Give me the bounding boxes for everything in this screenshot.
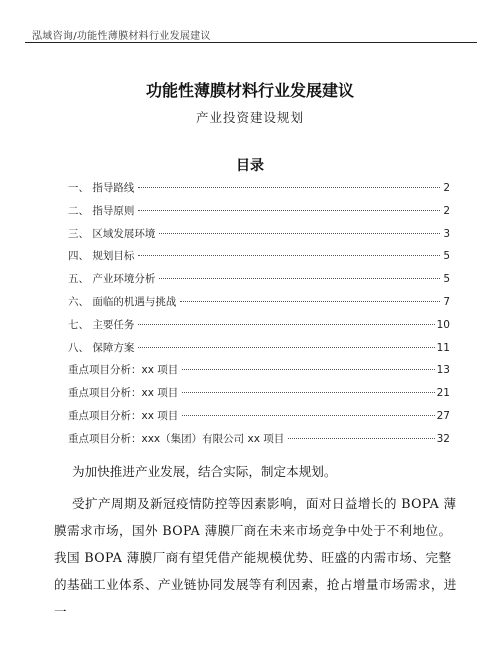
toc-leader-dots xyxy=(138,255,440,256)
toc-entry-label: 重点项目分析：xx 项目 xyxy=(68,387,179,400)
body-paragraph: 为加快推进产业发展，结合实际，制定本规划。 xyxy=(72,464,337,479)
toc-entry-label: 二、 指导原则 xyxy=(68,204,135,217)
toc-entry[interactable] xyxy=(68,340,450,363)
toc-entry-page: 2 xyxy=(443,204,450,217)
toc-heading: 目录 xyxy=(236,158,264,174)
toc-entry-page: 11 xyxy=(436,341,450,354)
toc-leader-dots xyxy=(138,347,434,348)
header-breadcrumb: 泓域咨询/功能性薄膜材料行业发展建议 xyxy=(32,31,211,42)
table-of-contents xyxy=(68,180,450,454)
page-header xyxy=(0,0,500,46)
toc-leader-dots xyxy=(180,301,440,302)
toc-entry-page: 13 xyxy=(436,364,450,377)
body-paragraph: 受扩产周期及新冠疫情防控等因素影响，面对日益增长的 BOPA 薄膜需求市场，国外 BOPA 薄膜厂商在未来市场竞争中处于不利地位。我国 BOPA 薄膜厂商有望凭借产能规模优势、旺盛的内需市场、完整的基础工业体系、产业链协同发展等有利因素，抢占增量市场需求，进一 xyxy=(54,496,457,619)
document-subtitle: 产业投资建设规划 xyxy=(195,110,304,125)
header-divider xyxy=(25,42,477,43)
toc-leader-dots xyxy=(138,187,440,188)
toc-entry[interactable] xyxy=(68,271,450,294)
toc-entry[interactable] xyxy=(68,362,450,385)
toc-entry[interactable] xyxy=(68,294,450,317)
toc-entry-page: 2 xyxy=(443,182,450,194)
toc-entry[interactable] xyxy=(68,317,450,340)
toc-entry-page: 3 xyxy=(443,227,450,240)
toc-entry-page: 32 xyxy=(436,432,450,445)
toc-entry[interactable] xyxy=(68,203,450,226)
toc-leader-dots xyxy=(138,210,440,211)
toc-leader-dots xyxy=(182,369,434,370)
toc-entry-label: 三、 区域发展环境 xyxy=(68,227,156,240)
toc-entry-label: 七、 主要任务 xyxy=(68,318,135,331)
toc-entry[interactable] xyxy=(68,226,450,249)
toc-entry-page: 5 xyxy=(443,250,450,263)
toc-entry-page: 10 xyxy=(436,318,450,331)
document-title: 功能性薄膜材料行业发展建议 xyxy=(145,81,354,100)
toc-entry[interactable] xyxy=(68,248,450,271)
toc-leader-dots xyxy=(288,438,434,439)
toc-entry-page: 27 xyxy=(436,409,450,422)
toc-entry[interactable] xyxy=(68,385,450,408)
toc-entry[interactable] xyxy=(68,408,450,431)
toc-leader-dots xyxy=(159,233,440,234)
toc-entry-label: 六、 面临的机遇与挑战 xyxy=(68,295,177,308)
toc-entry-label: 重点项目分析：xx 项目 xyxy=(68,364,179,377)
toc-entry[interactable] xyxy=(68,180,450,203)
toc-entry-page: 21 xyxy=(436,387,450,400)
toc-leader-dots xyxy=(182,392,434,393)
toc-entry-label: 四、 规划目标 xyxy=(68,250,135,263)
toc-leader-dots xyxy=(159,278,440,279)
toc-entry-label: 重点项目分析：xx 项目 xyxy=(68,409,179,422)
toc-entry[interactable] xyxy=(68,431,450,454)
toc-entry-label: 五、 产业环境分析 xyxy=(68,273,156,286)
toc-entry-page: 5 xyxy=(443,273,450,286)
toc-leader-dots xyxy=(182,415,434,416)
toc-entry-label: 一、 指导路线 xyxy=(68,182,135,194)
toc-entry-page: 7 xyxy=(443,295,450,308)
toc-entry-label: 重点项目分析：xxx（集团）有限公司 xx 项目 xyxy=(68,432,285,445)
toc-leader-dots xyxy=(138,324,434,325)
toc-entry-label: 八、 保障方案 xyxy=(68,341,135,354)
